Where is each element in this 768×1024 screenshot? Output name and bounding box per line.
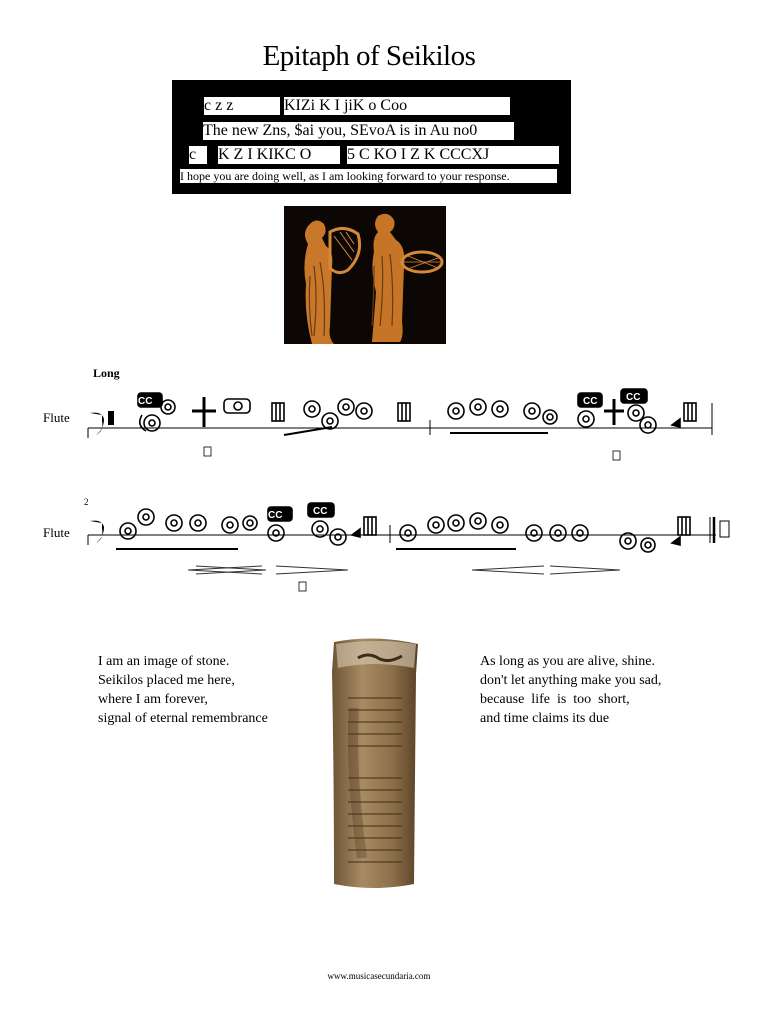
banner-line-1b: KIZi K I jiK o Coo — [284, 97, 510, 115]
cc-glyph: CC — [626, 392, 641, 403]
poem-right — [480, 652, 661, 728]
banner-line-3a: c — [189, 146, 207, 164]
stele-image — [328, 638, 420, 890]
notation-glyphs-system-2 — [116, 503, 729, 552]
cc-glyph: CC — [138, 396, 153, 407]
page-title: Epitaph of Seikilos — [262, 40, 476, 72]
poem-right-line: don't let anything make you sad, — [480, 673, 662, 688]
banner-line-4: I hope you are doing well, as I am looking forward to your response. — [180, 169, 557, 183]
cc-glyph: CC — [313, 506, 328, 517]
stele-column-drawing — [328, 638, 420, 890]
greek-text-banner — [172, 80, 571, 194]
system-number: 2 — [84, 497, 89, 507]
cc-glyph: CC — [268, 510, 283, 521]
missing-glyph-box — [613, 451, 620, 460]
cc-glyph: CC — [583, 396, 598, 407]
music-score — [80, 385, 740, 595]
poem-right-line: and time claims its due — [480, 711, 610, 726]
poem-left-line: where I am forever, — [98, 692, 208, 707]
instrument-label-top: Flute — [43, 410, 70, 425]
poem-right-line: As long as you are alive, shine. — [480, 654, 655, 669]
banner-line-3b: K Z I KIKC O — [218, 146, 340, 164]
dynamic-hairpins — [188, 566, 620, 574]
banner-line-3c: 5 C KO I Z K CCCXJ — [347, 146, 559, 164]
instrument-label-bottom: Flute — [43, 525, 70, 540]
poem-left-line: I am an image of stone. — [98, 654, 230, 669]
vase-painting-image — [284, 206, 446, 344]
poem-left-line: signal of eternal remembrance — [98, 711, 268, 726]
poem-left — [98, 652, 268, 728]
missing-glyph-box — [204, 447, 211, 456]
banner-line-1a: c z z — [204, 97, 280, 115]
poem-left-line: Seikilos placed me here, — [98, 673, 235, 688]
poem-right-line: because life is too short, — [480, 692, 630, 707]
banner-line-2: The new Zns, $ai you, SEvoA is in Au no0 — [203, 122, 514, 140]
missing-glyph-box — [299, 582, 306, 591]
footer-website-link[interactable]: www.musicasecundaria.com — [327, 971, 431, 981]
vase-painting-figures — [284, 206, 446, 344]
tempo-marking: Long — [93, 366, 120, 380]
